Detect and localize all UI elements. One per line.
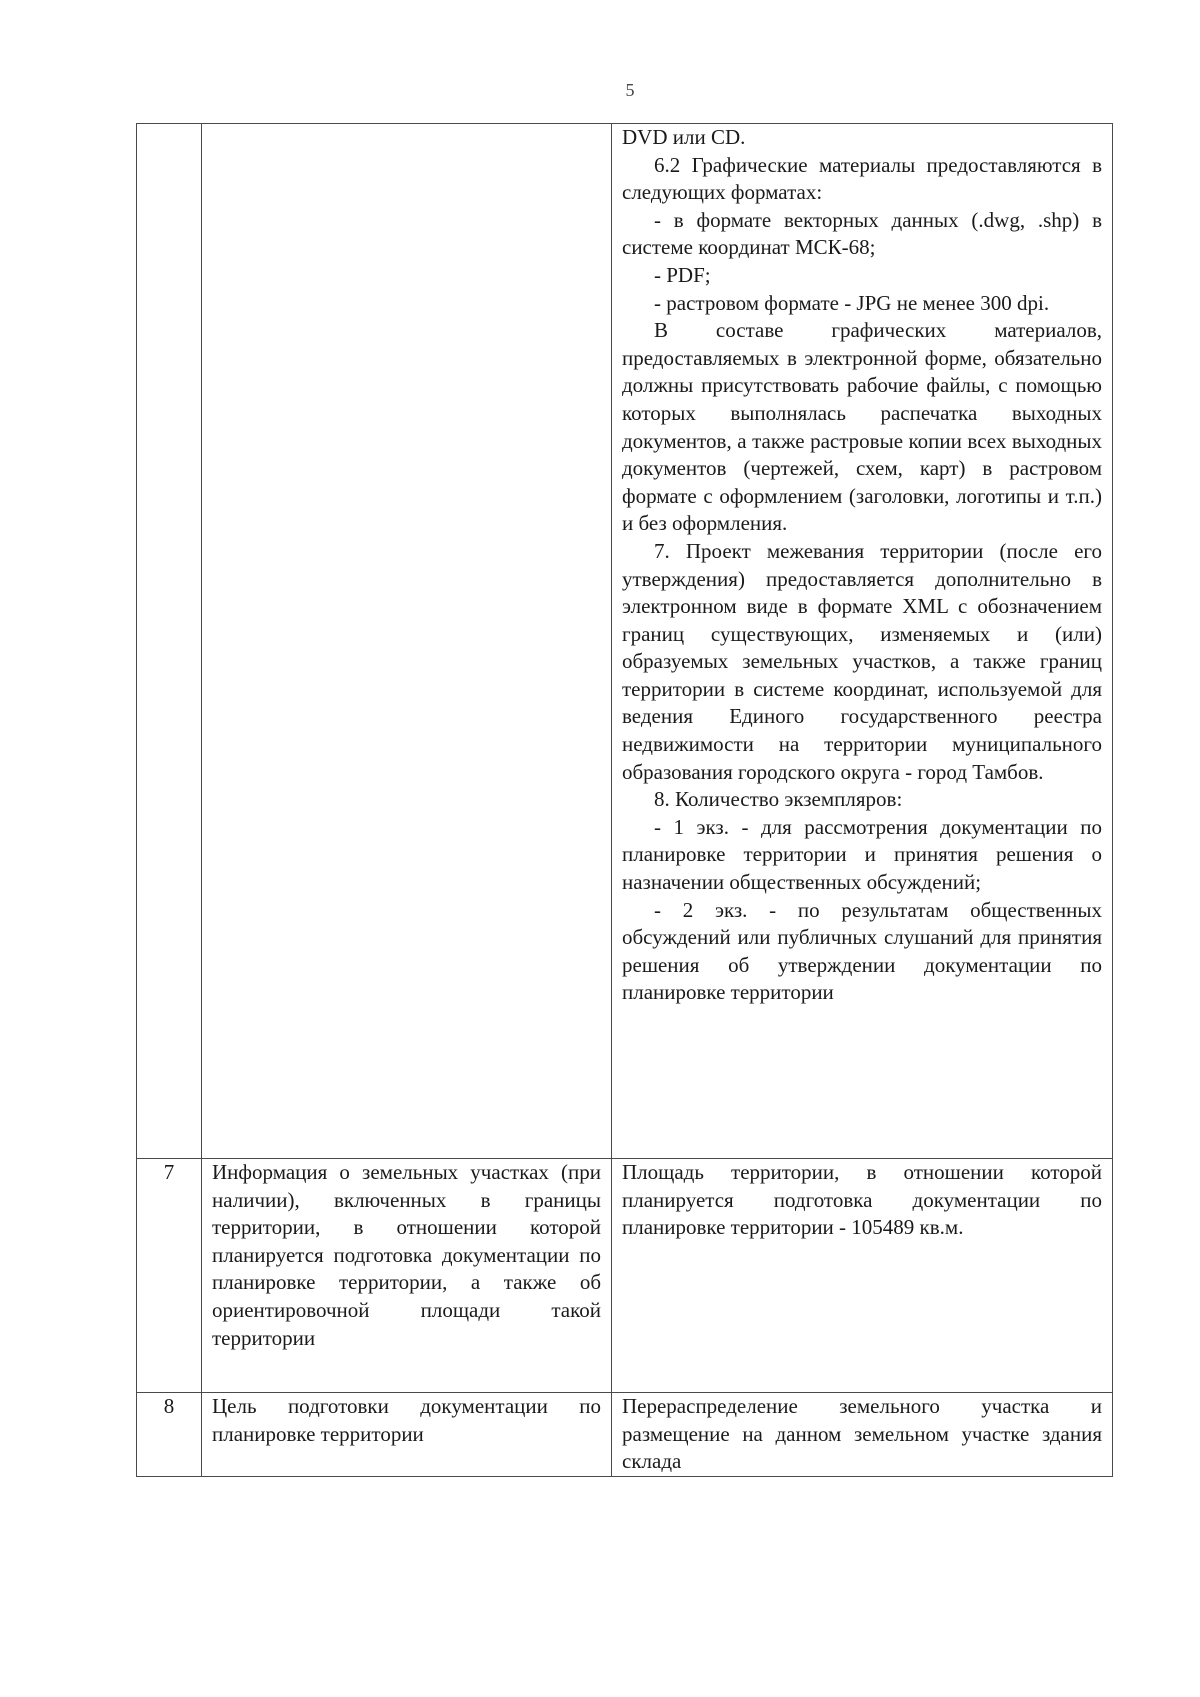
row-value-text: Перераспределение земельного участка и размещение на данном земельном участке здания склада — [622, 1394, 1102, 1474]
paragraph-survey-project: 7. Проект межевания территории (после его утверждения) предоставляется дополнительно в электронном виде в формате XML с обозначением границ существующих, изменяемых и (или) образуемых земельных участков, а также границ территории в системе координат, используемой для ведения Единого государственного реестра недвижимости на территории муниципального образования городского округа - город Тамбов. — [622, 538, 1102, 784]
table-row — [137, 1393, 1113, 1477]
row-number-cell: 7 — [137, 1159, 202, 1393]
row-value-cell — [612, 1393, 1113, 1477]
paragraph-graphic-contents: В составе графических материалов, предоставляемых в электронной форме, обязательно должны присутствовать рабочие файлы, с помощью которых выполнялась распечатка выходных документов, а также растровые копии всех выходных документов (чертежей, схем, карт) в растровом формате с оформлением (заголовки, логотипы и т.п.) и без оформления. — [622, 318, 1102, 536]
paragraph-copies-first: - 1 экз. - для рассмотрения документации по планировке территории и принятия решения о назначении общественных обсуждений; — [622, 814, 1102, 895]
paragraph-copies-second: - 2 экз. - по результатам общественных обсуждений или публичных слушаний для принятия решения об утверждении документации по планировке территории — [622, 897, 1102, 1005]
row-value-cell — [612, 1159, 1113, 1393]
table-row — [137, 124, 1113, 1159]
row-name-cell — [202, 1393, 612, 1477]
paragraph-copies-count: 8. Количество экземпляров: — [654, 787, 903, 812]
paragraph-raster-format: - растровом формате - JPG не менее 300 dpi. — [654, 290, 1050, 315]
page-number: 5 — [625, 80, 635, 100]
row-name-text: Цель подготовки документации по планировке территории — [212, 1394, 601, 1446]
table-row — [137, 1159, 1113, 1393]
row-name-text: Информация о земельных участках (при наличии), включенных в границы территории, в отношении которой планируется подготовка документации по планировке территории, а также об ориентировочной площади такой территории — [212, 1160, 601, 1350]
row-value-cell — [612, 124, 1113, 1159]
row-name-cell — [202, 124, 612, 1159]
paragraph-pdf-format: - PDF; — [654, 262, 711, 287]
row-number-cell — [137, 124, 202, 1159]
row-value-text: Площадь территории, в отношении которой планируется подготовка документации по планировке территории - 105489 кв.м. — [622, 1160, 1102, 1240]
row-number-cell: 8 — [137, 1393, 202, 1477]
paragraph-graphic-formats: 6.2 Графические материалы предоставляются в следующих форматах: — [622, 152, 1102, 205]
paragraph-media: DVD или CD. — [622, 125, 746, 149]
requirements-table — [136, 123, 1113, 1477]
paragraph-vector-format: - в формате векторных данных (.dwg, .shp) в системе координат МСК-68; — [622, 207, 1102, 260]
row-name-cell — [202, 1159, 612, 1393]
